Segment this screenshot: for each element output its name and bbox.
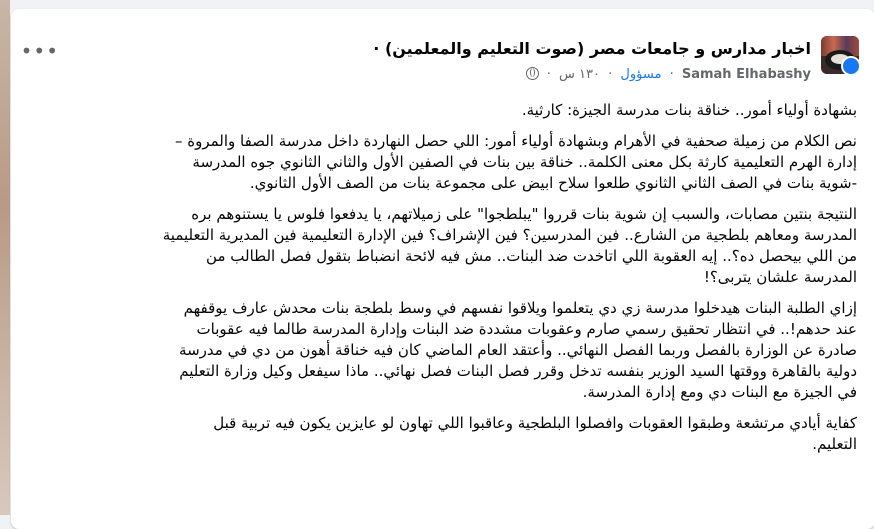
background-photo-strip [0,0,10,515]
author-link[interactable]: Samah Elhabashy [681,67,811,82]
text-line: المدرسة ومعاهم بلطجية من الشارع.. فين المدرسين؟ فين الإشراف؟ فين الإدارة التعليمية فين المديرية التعليمية [162,226,857,244]
post-time-link[interactable]: ١٣٠ س [559,67,600,82]
meta-separator: · [669,67,674,82]
role-badge[interactable]: مسؤول [620,67,662,82]
post-paragraph-1 [31,100,857,121]
post-paragraph-3 [31,204,857,288]
text-line: -شوية بنات في الصف الثاني الثانوي طلعوا سلاح ابيض على مجموعة بنات من الصف الأول الثانوي. [249,174,857,192]
more-options-icon[interactable]: ••• [20,39,59,63]
meta-separator: · [608,67,613,82]
group-name-link[interactable]: اخبار مدارس و جامعات مصر (صوت التعليم والمعلمين) · [373,39,811,58]
admin-badge-icon [841,56,859,74]
text-line: التعليم. [812,435,857,453]
text-line: النتيجة بنتين مصابات، والسبب إن شوية بنات قرروا "يبلطجوا" على زميلاتهم، يا يدفعوا فلوس يا يستنوهم بره [191,205,857,223]
text-line: نص الكلام من زميلة صحفية في الأهرام وبشهادة أولياء أمور: اللي حصل النهاردة داخل مدرسة الصفا والمروة – [174,132,857,150]
post-paragraph-4 [31,298,857,403]
text-line: كفاية أيادي مرتشعة وطبقوا العقوبات وافصلوا البلطجية وعاقبوا اللي تهاون لو عايزين يكون فيه تربية قبل [213,414,857,432]
text-line: من اللي بيحصل ده؟.. إيه العقوبة اللي اتاخدت ضد البنات.. مش فيه لائحة انضباط بتقول فصل الطالب من [206,247,857,265]
text-line: إدارة الهرم التعليمية كارثة بكل معنى الكلمة.. خناقة بين بنات في الصفين الأول والثاني الثانوي جوه المدرسة [192,153,857,171]
text-line: دولية بالقاهرة ووقتها السيد الوزير بنفسه تدخل وقرر فصل البنات فصل نهائي.. ماذا سيفعل وكيل وزارة التعليم [179,362,857,380]
group-avatar[interactable] [821,36,859,74]
text-line: إزاي الطلبة البنات هيدخلوا مدرسة زي دي يتعلموا ويلاقوا نفسهم في وسط بلطجة بنات محدش عارف يوقفهم [183,299,857,317]
meta-separator: · [546,67,551,82]
text-line: صادرة عن الوزارة بالفصل وربما الفصل النهائي.. وأعتقد العام الماضي كان فيه خناقة أهون من دي في مدرسة [179,341,857,359]
text-line: عند حدهم!.. في انتظار تحقيق رسمي صارم وعقوبات مشددة ضد البنات وإدارة المدرسة طالما فيه عقوبات [196,320,857,338]
post-header [11,9,874,89]
post-paragraph-5 [31,413,857,455]
text-line: المدرسة علشان يتربى؟! [703,268,857,286]
post-paragraph-2 [31,131,857,194]
globe-icon[interactable] [526,67,539,80]
text-line: في الجيزة مع البنات دي ومع إدارة المدرسة. [582,383,857,401]
post-body [31,100,857,465]
post-card [11,9,874,529]
text-line: بشهادة أولياء أمور.. خناقة بنات مدرسة الجيزة: كارثية. [521,101,857,119]
post-meta [526,67,811,82]
